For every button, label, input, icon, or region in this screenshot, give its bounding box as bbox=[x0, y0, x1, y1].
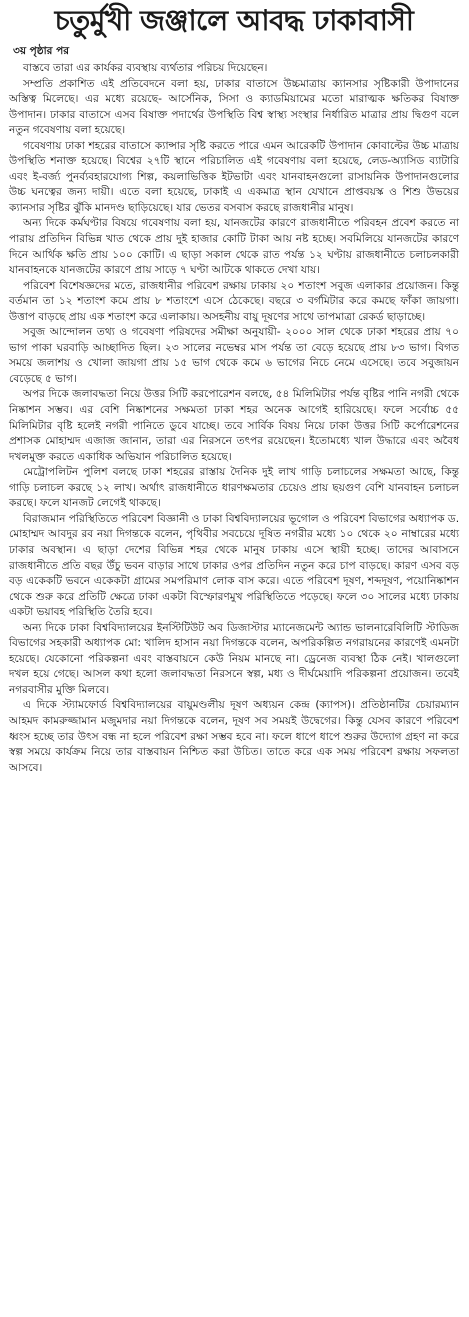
continued-from-label: ৩য় পৃষ্ঠার পর bbox=[13, 45, 70, 57]
paragraph-5: পরিবেশ বিশেষজ্ঞদের মতে, রাজধানীর পরিবেশ রক্ষায় ঢাকায় ২০ শতাংশ সবুজ এলাকার প্রয়োজন। কিন্তু বর্তমান তা ১২ শতাংশ কমে প্রায় ৮ শতাংশে এসে ঠেকেছে। বছরে ৩ বর্গমিটার করে কমছে ফাঁকা জায়গা। উত্তাপ বাড়ছে প্রায় এক শতাংশ করে এলাকায়। অসহনীয় বায়ু দূষণের সাথে তাপমাত্রা রেকর্ড ছাড়াচ্ছে। bbox=[9, 278, 459, 323]
paragraph-6: সবুজ আন্দোলন তথ্য ও গবেষণা পরিষদের সমীক্ষা অনুযায়ী- ২০০০ সাল থেকে ঢাকা শহরের প্রায় ৭০ ভাগ পাকা ঘরবাড়ি আচ্ছাদিত ছিল। ২৩ সালের নভেম্বর মাস পর্যন্ত তা বেড়ে হয়েছে প্রায় ৮৩ ভাগ। বিগত সময়ে জলাশয় ও খোলা জায়গা প্রায় ১৫ ভাগ থেকে কমে ৬ ভাগের নিচে নেমে এসেছে। তবে সবুজায়ন বেড়েছে ৫ ভাগ। bbox=[9, 325, 459, 385]
paragraph-11: এ দিকে স্ট্যামফোর্ড বিশ্ববিদ্যালয়ের বায়ুমণ্ডলীয় দূষণ অধ্যয়ন কেন্দ্র (ক্যাপস)। প্রতিষ্ঠানটির চেয়ারম্যান আহমদ কামরুজ্জামান মজুমদার নয়া দিগন্তকে বলেন, দূষণ সব সময়ই উদ্বেগের। কিন্তু যেসব কারণে পরিবেশ ধ্বংস হচ্ছে তার উৎস বন্ধ না হলে পরিবেশ রক্ষা সম্ভব হবে না। ফলে ধাপে ধাপে শুরুর উদ্যোগ গ্রহণ না করে স্বল্প সময়ে কার্যক্রম নিয়ে তার বাস্তবায়ন নিশ্চিত করা উচিত। তাতে করে এক সময় পরিবেশ রক্ষায় সফলতা আসবে। bbox=[9, 698, 459, 774]
paragraph-8: মেট্রোপলিটন পুলিশ বলছে ঢাকা শহরের রাস্তায় দৈনিক দুই লাখ গাড়ি চলাচলের সক্ষমতা আছে, কিন্তু গাড়ি চলাচল করছে ১২ লাখ। অর্থাৎ রাজধানীতে ধারণক্ষমতার চেয়েও প্রায় ছয়গুণ বেশি যানবাহন চলাচল করছে। ফলে যানজট লেগেই থাকছে। bbox=[9, 465, 459, 510]
paragraph-1: বাস্তবে তারা এর কার্যকর ব্যবস্থায় ব্যর্থতার পরিচয় দিয়েছেন। bbox=[23, 61, 268, 74]
article-headline: চতুর্মুখী জঞ্জালে আবদ্ধ ঢাকাবাসী bbox=[54, 4, 414, 37]
article-body bbox=[9, 60, 459, 775]
paragraph-9: বিরাজমান পরিস্থিতিতে পরিবেশ বিজ্ঞানী ও ঢাকা বিশ্ববিদ্যালয়ের ভূগোল ও পরিবেশ বিভাগের অধ্যাপক ড. মোহাম্মদ আবদুর রব নয়া দিগন্তকে বলেন, পৃথিবীর সবচেয়ে দূষিত নগরীর মধ্যে ১০ থেকে ২০ নাম্বারের মধ্যে ঢাকার অবস্থান। এ ছাড়া দেশের বিভিন্ন শহর থেকে মানুষ ঢাকায় এসে স্থায়ী হচ্ছে। তাদের আবাসনে রাজধানীতে প্রতি বছর উঁচু ভবন বাড়ার সাথে ঢাকার ওপর প্রতিদিন নতুন করে চাপ বাড়ছে। কারণ এসব বড় বড় একেকটি ভবনে একেকটা গ্রামের সমপরিমাণ লোক বাস করে। এতে পরিবেশ দূষণ, শব্দদূষণ, পয়োনিষ্কাশন থেকে শুরু করে প্রতিটি ক্ষেত্রে ঢাকা একটা বিস্ফোরণমুখ পরিস্থিতিতে পড়েছে। ফলে ৩০ সালের মধ্যে ঢাকায় একটা ভয়াবহ পরিস্থিতি তৈরি হবে। bbox=[9, 511, 459, 619]
paragraph-2: সম্প্রতি প্রকাশিত এই প্রতিবেদনে বলা হয়, ঢাকার বাতাসে উচ্চমাত্রায় ক্যানসার সৃষ্টিকারী উপাদানের অস্তিত্ব মিলেছে। এর মধ্যে রয়েছে- আর্সেনিক, সিসা ও ক্যাডমিয়ামের মতো মারাত্মক ক্ষতিকর বিষাক্ত উপাদান। ঢাকার বাতাসে এসব বিষাক্ত পদার্থের উপস্থিতি বিশ্ব স্বাস্থ্য সংস্থার নির্ধারিত মাত্রার প্রায় দ্বিগুণ বলে নতুন গবেষণায় বলা হয়েছে। bbox=[9, 76, 459, 137]
paragraph-10: অন্য দিকে ঢাকা বিশ্ববিদ্যালয়ের ইনস্টিটিউট অব ডিজাস্টার ম্যানেজমেন্ট অ্যান্ড ভালনারেবিলিটি স্টাডিজ বিভাগের সহকারী অধ্যাপক মো: খালিদ হাসান নয়া দিগন্তকে বলেন, অপরিকল্পিত নগরায়নের কারণেই এমনটা হয়েছে। যেকোনো পরিকল্পনা এবং বাস্তবায়নে কেউ নিয়ম মানছে না। ড্রেনেজ ব্যবস্থা ঠিক নেই। খালগুলো দখল হয়ে গেছে। আসল কথা হলো জলাবদ্ধতা নিরসনে স্বল্প, মধ্য ও দীর্ঘমেয়াদি পরিকল্পনা প্রয়োজন। তবেই নগরবাসীর মুক্তি মিলবে। bbox=[9, 620, 460, 696]
paragraph-4: অন্য দিকে কর্মঘণ্টার বিষয়ে গবেষণায় বলা হয়, যানজটের কারণে রাজধানীতে পরিবহন প্রবেশ করতে না পারায় প্রতিদিন বিভিন্ন খাত থেকে প্রায় দুই হাজার কোটি টাকা আয় নষ্ট হচ্ছে। সবমিলিয়ে যানজটের কারণে দিনে আর্থিক ক্ষতি প্রায় ১০০ কোটি। এ ছাড়া সকাল থেকে রাত পর্যন্ত ১২ ঘণ্টায় রাজধানীতে চলাচলকারী যানবাহনকে যানজটের কারণে প্রায় সাড়ে ৭ ঘণ্টা আটকে থাকতে দেখা যায়। bbox=[9, 216, 459, 277]
paragraph-3: গবেষণায় ঢাকা শহরের বাতাসে ক্যান্সার সৃষ্টি করতে পারে এমন আরেকটি উপাদান কোবাল্টের উচ্চ মাত্রায় উপস্থিতি শনাক্ত হয়েছে। বিশ্বের ২৭টি স্থানে পরিচালিত এই গবেষণায় বলা হয়েছে, লেড-অ্যাসিড ব্যাটারি এবং ই-বর্জ্য পুনর্ব্যবহারযোগ্য শিল্প, কয়লাভিত্তিক ইটভাটা এবং যানবাহনগুলো রাসায়নিক উপাদানগুলোর উচ্চ ঘনত্বের জন্য দায়ী। এতে বলা হয়েছে, ঢাকাই এ একমাত্র স্থান যেখানে প্রাপ্তবয়স্ক ও শিশু উভয়ের ক্যানসার সৃষ্টির ঝুঁকি মানদণ্ড ছাড়িয়েছে। যার ভেতর বসবাস করছে রাজধানীর মানুষ। bbox=[9, 138, 459, 214]
paragraph-7: অপর দিকে জলাবদ্ধতা নিয়ে উত্তর সিটি করপোরেশন বলছে, ৫৪ মিলিমিটার পর্যন্ত বৃষ্টির পানি নগরী থেকে নিষ্কাশন সম্ভব। এর বেশি নিষ্কাশনের সক্ষমতা ঢাকা শহর অনেক আগেই হারিয়েছে। ফলে সর্বোচ্চ ৫৫ মিলিমিটার বৃষ্টি হলেই নগরী পানিতে ডুবে যাচ্ছে। তবে সার্বিক বিষয় নিয়ে ঢাকা উত্তর সিটি কর্পোরেশনের প্রশাসক মোহাম্মদ এজাজ জানান, তারা এর নিরসনে তৎপর রয়েছেন। ইতোমধ্যে খাল উদ্ধারে এবং অবৈধ দখলমুক্ত করতে একাধিক অভিযান পরিচালিত হয়েছে। bbox=[9, 387, 459, 463]
